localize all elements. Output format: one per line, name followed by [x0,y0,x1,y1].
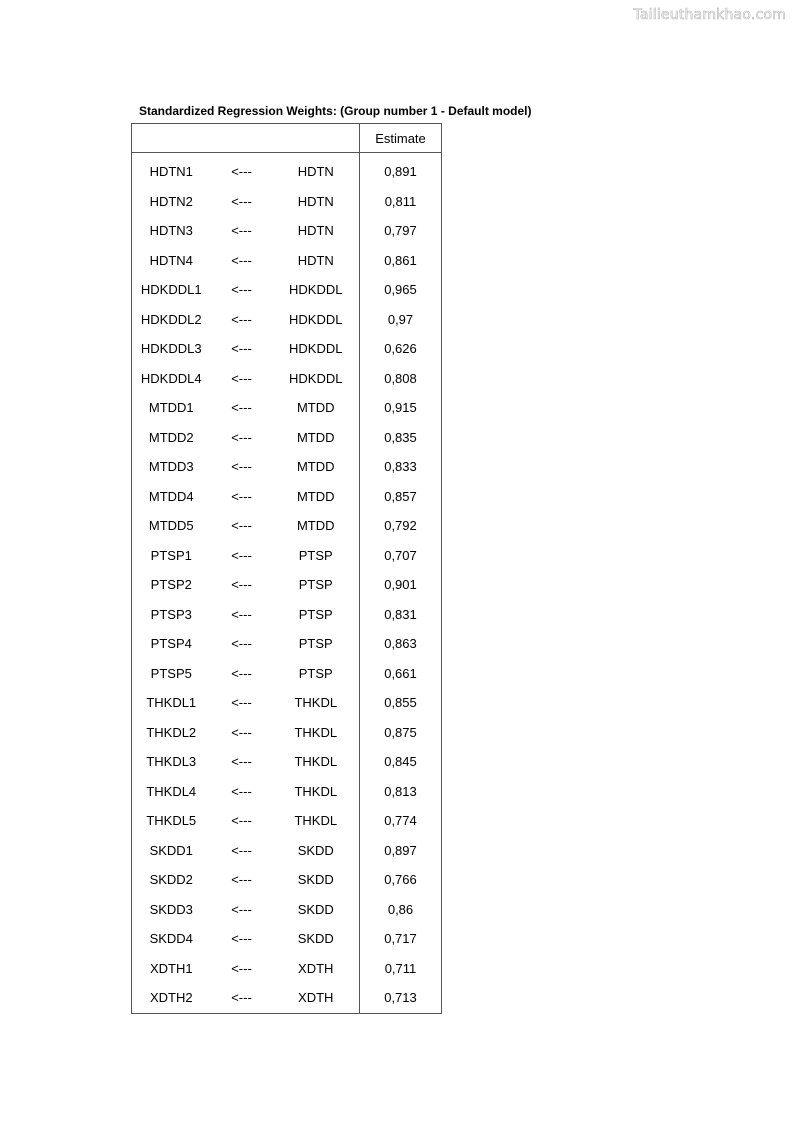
arrow-cell: <--- [231,577,252,593]
regression-weights-table [131,123,442,1014]
indicator-cell: THKDL5 [132,806,211,836]
factor-cell: MTDD [296,459,335,475]
estimate-cell: 0,875 [360,718,442,748]
factor-cell: SKDD [297,931,334,947]
factor-cell: PTSP [298,636,333,652]
indicator-cell: HDTN2 [132,187,211,217]
factor-cell: HDTN [297,164,334,180]
estimate-cell: 0,711 [360,954,442,984]
estimate-cell: 0,897 [360,836,442,866]
estimate-cell: 0,717 [360,924,442,954]
watermark: Tailieuthamkhao.com [633,7,786,23]
indicator-cell: HDTN3 [132,216,211,246]
arrow-cell: <--- [231,754,252,770]
arrow-cell: <--- [231,783,252,799]
estimate-cell: 0,857 [360,482,442,512]
indicator-cell: SKDD4 [132,924,211,954]
estimate-cell: 0,811 [360,187,442,217]
indicator-cell: HDTN1 [132,153,211,187]
estimate-cell: 0,97 [360,305,442,335]
arrow-cell: <--- [231,488,252,504]
estimate-cell: 0,808 [360,364,442,394]
indicator-cell: MTDD3 [132,452,211,482]
arrow-cell: <--- [231,429,252,445]
indicator-cell: HDKDDL1 [132,275,211,305]
table-row [132,305,442,335]
arrow-cell: <--- [231,164,252,180]
estimate-cell: 0,713 [360,983,442,1013]
arrow-cell: <--- [231,724,252,740]
estimate-cell: 0,831 [360,600,442,630]
estimate-cell: 0,833 [360,452,442,482]
factor-cell: HDKDDL [289,341,343,357]
table-row [132,364,442,394]
factor-cell: HDTN [297,252,334,268]
arrow-cell: <--- [231,223,252,239]
table-row [132,777,442,807]
table-row [132,895,442,925]
table-row [132,452,442,482]
indicator-cell: THKDL3 [132,747,211,777]
indicator-cell: HDKDDL2 [132,305,211,335]
table-row [132,836,442,866]
estimate-cell: 0,626 [360,334,442,364]
table-row [132,511,442,541]
table-row [132,659,442,689]
estimate-cell: 0,86 [360,895,442,925]
arrow-cell: <--- [231,842,252,858]
factor-cell: THKDL [294,724,338,740]
indicator-cell: PTSP5 [132,659,211,689]
factor-cell: HDKDDL [289,370,343,386]
indicator-cell: THKDL4 [132,777,211,807]
estimate-cell: 0,774 [360,806,442,836]
indicator-cell: PTSP2 [132,570,211,600]
indicator-cell: SKDD1 [132,836,211,866]
factor-cell: THKDL [294,783,338,799]
factor-cell: SKDD [297,872,334,888]
factor-cell: XDTH [273,983,360,1013]
indicator-cell: PTSP1 [132,541,211,571]
arrow-cell: <--- [231,606,252,622]
indicator-cell: PTSP3 [132,600,211,630]
indicator-cell: THKDL2 [132,718,211,748]
arrow-cell: <--- [231,459,252,475]
estimate-cell: 0,792 [360,511,442,541]
table-row [132,216,442,246]
table-row [132,806,442,836]
indicator-cell: THKDL1 [132,688,211,718]
estimate-cell: 0,835 [360,423,442,453]
indicator-cell: XDTH1 [132,954,211,984]
estimate-cell: 0,797 [360,216,442,246]
table-row [132,275,442,305]
arrow-cell: <--- [231,636,252,652]
estimate-cell: 0,861 [360,246,442,276]
table-row [132,570,442,600]
indicator-cell: HDKDDL4 [132,364,211,394]
estimate-cell: 0,863 [360,629,442,659]
arrow-cell: <--- [231,341,252,357]
factor-cell: SKDD [297,901,334,917]
factor-cell: THKDL [294,754,338,770]
factor-cell: MTDD [296,488,335,504]
factor-cell: THKDL [294,813,338,829]
table-row [132,865,442,895]
indicator-cell: SKDD2 [132,865,211,895]
indicator-cell: PTSP4 [132,629,211,659]
table-header-row [132,124,442,153]
estimate-cell: 0,845 [360,747,442,777]
indicator-cell: SKDD3 [132,895,211,925]
factor-cell: HDTN [297,193,334,209]
factor-cell: MTDD [296,518,335,534]
arrow-cell: <--- [231,665,252,681]
arrow-cell: <--- [231,872,252,888]
estimate-cell: 0,965 [360,275,442,305]
arrow-cell: <--- [231,813,252,829]
factor-cell: PTSP [298,606,333,622]
indicator-cell: MTDD2 [132,423,211,453]
table-row [132,153,442,187]
table-row [132,718,442,748]
table-row [132,541,442,571]
table-row [132,246,442,276]
header-estimate: Estimate [360,124,442,153]
table-row [132,954,442,984]
estimate-cell: 0,855 [360,688,442,718]
estimate-cell: 0,813 [360,777,442,807]
arrow-cell: <--- [231,901,252,917]
arrow-cell: <--- [231,282,252,298]
indicator-cell: HDKDDL3 [132,334,211,364]
factor-cell: HDKDDL [289,282,343,298]
arrow-cell: <--- [231,311,252,327]
arrow-cell: <--- [231,193,252,209]
header-empty-cell [273,124,360,153]
arrow-cell: <--- [231,960,252,976]
indicator-cell: XDTH2 [132,983,211,1013]
factor-cell: SKDD [297,842,334,858]
arrow-cell: <--- [231,518,252,534]
factor-cell: THKDL [294,695,338,711]
indicator-cell: HDTN4 [132,246,211,276]
factor-cell: PTSP [298,665,333,681]
estimate-cell: 0,766 [360,865,442,895]
factor-cell: PTSP [298,547,333,563]
table-row [132,334,442,364]
table-row [132,187,442,217]
estimate-cell: 0,901 [360,570,442,600]
table-row [132,983,442,1013]
header-empty-cell [211,124,273,153]
table-title: Standardized Regression Weights: (Group number 1 - Default model) [139,104,532,118]
arrow-cell: <--- [231,695,252,711]
estimate-cell: 0,891 [360,153,442,187]
factor-cell: HDKDDL [289,311,343,327]
factor-cell: MTDD [296,429,335,445]
table-row [132,629,442,659]
indicator-cell: MTDD1 [132,393,211,423]
table-body [132,153,442,1014]
factor-cell: PTSP [298,577,333,593]
arrow-cell: <--- [231,370,252,386]
arrow-cell: <--- [231,400,252,416]
table-row [132,600,442,630]
estimate-cell: 0,707 [360,541,442,571]
table-row [132,482,442,512]
factor-cell: MTDD [296,400,335,416]
arrow-cell: <--- [231,931,252,947]
table-row [132,924,442,954]
arrow-cell: <--- [231,547,252,563]
table-row [132,688,442,718]
header-empty-cell [132,124,211,153]
arrow-cell: <--- [211,983,273,1013]
table-row [132,423,442,453]
indicator-cell: MTDD5 [132,511,211,541]
arrow-cell: <--- [231,252,252,268]
table-row [132,393,442,423]
indicator-cell: MTDD4 [132,482,211,512]
estimate-cell: 0,661 [360,659,442,689]
estimate-cell: 0,915 [360,393,442,423]
factor-cell: HDTN [297,223,334,239]
factor-cell: XDTH [298,960,334,976]
table-row [132,747,442,777]
